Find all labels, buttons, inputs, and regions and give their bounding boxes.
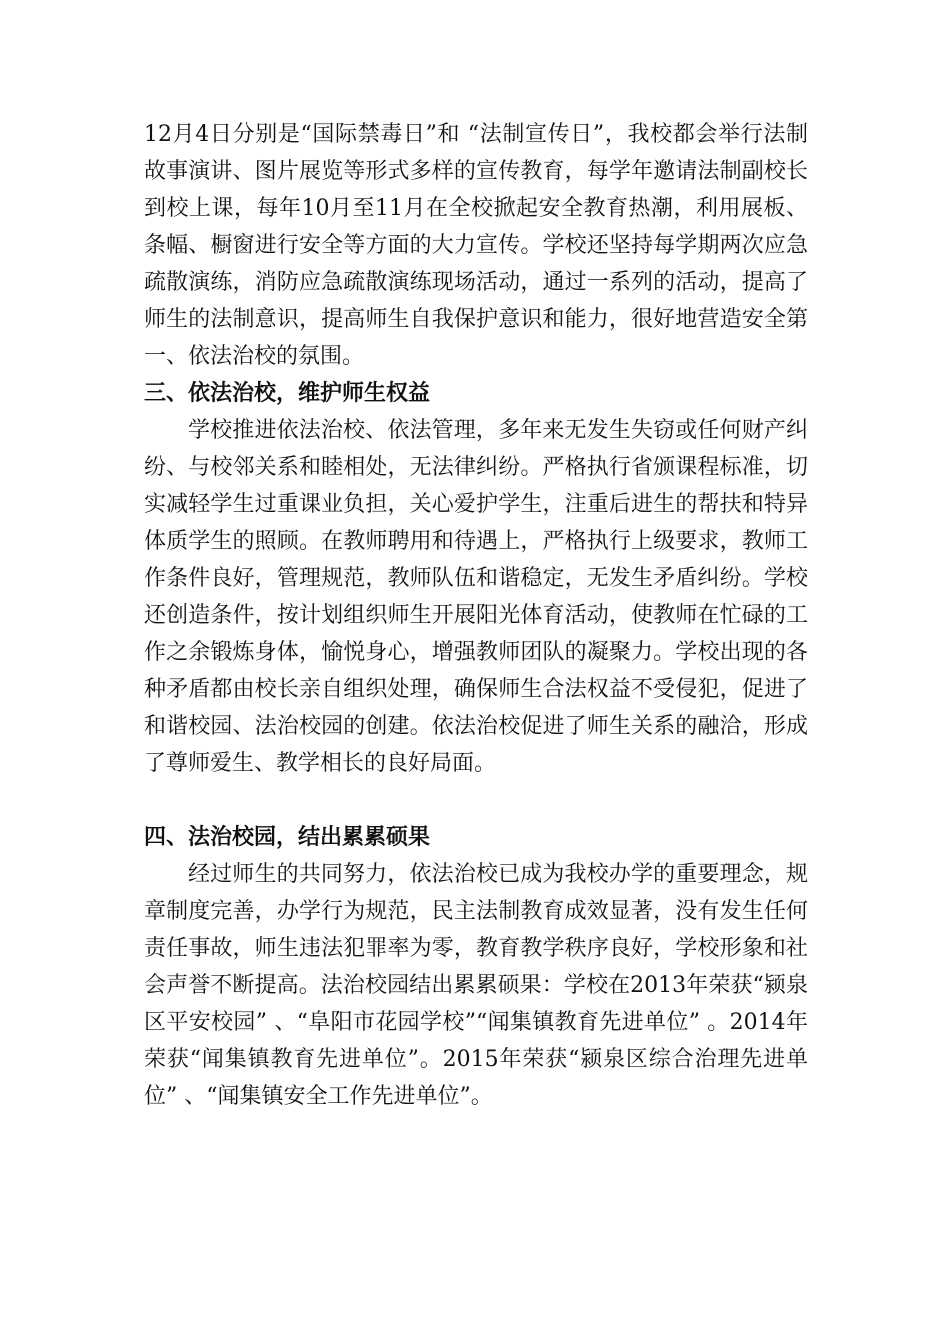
paragraph-gap bbox=[144, 782, 808, 819]
paragraph-rights-protection: 学校推进依法治校、依法管理，多年来无发生失窃或任何财产纠纷、与校邻关系和睦相处，无法律纠纷。严格执行省颁课程标准，切实减轻学生过重课业负担，关心爱护学生，注重后进生的帮扶和特异体质学生的照顾。在教师聘用和待遇上，严格执行上级要求，教师工作条件良好，管理规范，教师队伍和谐稳定，无发生矛盾纠纷。学校还创造条件，按计划组织师生开展阳光体育活动，使教师在忙碌的工作之余锻炼身体，愉悦身心，增强教师团队的凝聚力。学校出现的各种矛盾都由校长亲自组织处理，确保师生合法权益不受侵犯，促进了和谐校园、法治校园的创建。依法治校促进了师生关系的融洽，形成了尊师爱生、教学相长的良好局面。 bbox=[144, 418, 808, 776]
section-heading-4: 四、法治校园，结出累累硕果 bbox=[144, 825, 431, 850]
section-heading-3: 三、依法治校，维护师生权益 bbox=[144, 381, 431, 406]
document-page bbox=[144, 116, 808, 1115]
paragraph-achievements: 经过师生的共同努力，依法治校已成为我校办学的重要理念，规章制度完善，办学行为规范，民主法制教育成效显著，没有发生任何责任事故，师生违法犯罪率为零，教育教学秩序良好，学校形象和社会声誉不断提高。法治校园结出累累硕果：学校在2013年荣获“颍泉区平安校园” 、“阜阳市花园学校”“闻集镇教育先进单位” 。2014年荣获“闻集镇教育先进单位”。2015年荣获“颍泉区综合治理先进单位” 、“闻集镇安全工作先进单位”。 bbox=[144, 862, 808, 1109]
paragraph-legal-publicity: 12月4日分别是“国际禁毒日”和 “法制宣传日”，我校都会举行法制故事演讲、图片展览等形式多样的宣传教育，每学年邀请法制副校长到校上课，每年10月至11月在全校掀起安全教育热潮，利用展板、条幅、橱窗进行安全等方面的大力宣传。学校还坚持每学期两次应急疏散演练，消防应急疏散演练现场活动，通过一系列的活动，提高了师生的法制意识，提高师生自我保护意识和能力，很好地营造安全第一、依法治校的氛围。 bbox=[144, 122, 808, 369]
